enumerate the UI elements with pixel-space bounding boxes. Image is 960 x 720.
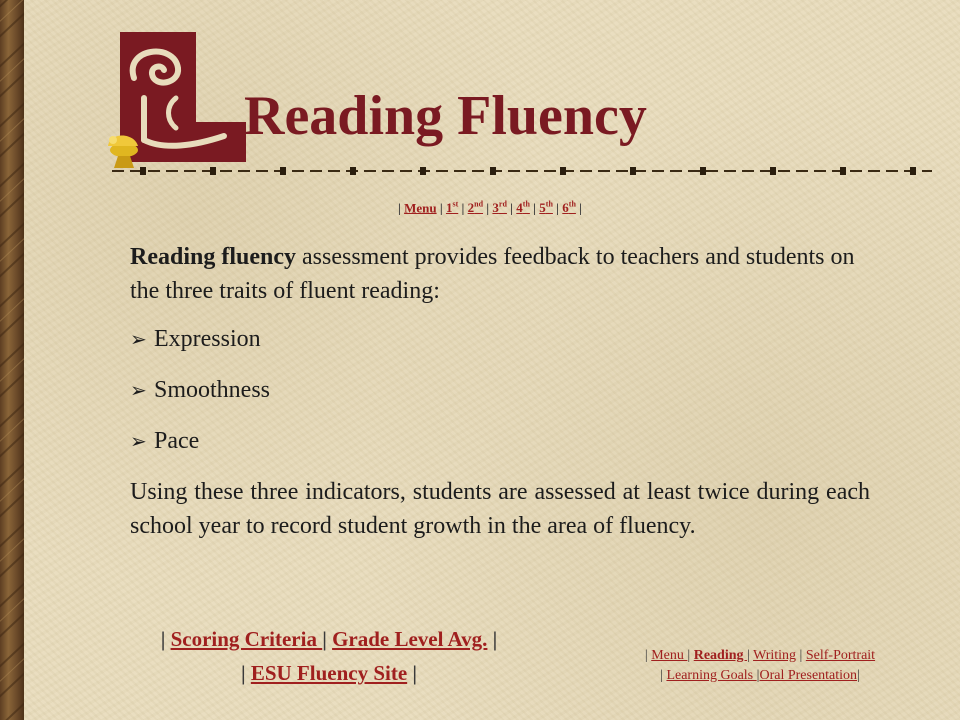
red-block-letter-l-logo — [104, 28, 246, 170]
scoring-criteria-link[interactable]: Scoring Criteria — [170, 627, 323, 651]
decorative-sidebar — [0, 0, 24, 720]
list-item-label: Pace — [154, 428, 200, 454]
portfolio-nav — [590, 646, 930, 686]
nav-link-label: 5 — [539, 200, 546, 216]
arrow-bullet-icon: ➢ — [130, 329, 147, 351]
wood-grain-pattern — [0, 0, 24, 720]
nav-link-suffix: st — [452, 200, 459, 209]
page-title: Reading Fluency — [244, 85, 647, 147]
decorative-divider — [112, 164, 932, 178]
link-separator: | — [747, 648, 754, 663]
nav-link-suffix: th — [545, 200, 553, 209]
grade-level-avg-link[interactable]: Grade Level Avg. — [332, 627, 488, 651]
list-item — [130, 373, 870, 408]
nav-separator: | — [483, 200, 493, 216]
nav-link-5th[interactable] — [539, 200, 553, 215]
link-separator: | — [796, 648, 806, 663]
nav-link-suffix: nd — [474, 200, 484, 209]
list-item-label: Expression — [154, 326, 261, 352]
esu-fluency-site-link[interactable]: ESU Fluency Site — [250, 661, 408, 685]
link-separator: | — [487, 627, 498, 651]
nav-link-suffix: th — [568, 200, 576, 209]
link-separator: | — [407, 661, 418, 685]
link-separator: | — [857, 668, 860, 683]
arrow-bullet-icon: ➢ — [130, 380, 147, 402]
list-item-label: Smoothness — [154, 377, 271, 403]
logo — [104, 28, 246, 170]
reading-link[interactable]: Reading — [693, 648, 747, 663]
nav-link-label: 6 — [562, 200, 569, 216]
learning-goals-link[interactable]: Learning Goals — [666, 668, 757, 683]
nav-separator: | — [552, 200, 563, 216]
intro-bold-term: Reading fluency — [130, 244, 297, 270]
self-portrait-link[interactable]: Self-Portrait — [805, 648, 876, 663]
nav-link-menu[interactable]: Menu — [404, 200, 437, 216]
nav-link-label: 4 — [516, 200, 523, 216]
main-content — [130, 240, 870, 543]
nav-separator: | — [529, 200, 540, 216]
link-separator: | — [644, 648, 652, 663]
nav-separator: | — [458, 200, 468, 216]
writing-link[interactable]: Writing — [753, 648, 797, 663]
menu-link[interactable]: Menu — [651, 648, 688, 663]
nav-link-2nd[interactable] — [468, 200, 483, 215]
link-separator: | — [322, 627, 333, 651]
nav-link-6th[interactable] — [562, 200, 576, 215]
nav-link-suffix: rd — [498, 200, 507, 209]
nav-separator: | — [575, 200, 583, 216]
list-item — [130, 322, 870, 357]
outro-paragraph: Using these three indicators, students are assessed at least twice during each school year to record student growth in the area of fluency. — [130, 479, 870, 539]
nav-link-label: 3 — [492, 200, 499, 216]
intro-paragraph — [130, 240, 870, 308]
arrow-bullet-icon: ➢ — [130, 431, 147, 453]
nav-separator: | — [436, 200, 446, 216]
resource-links — [92, 622, 566, 690]
list-item — [130, 424, 870, 459]
traits-list — [130, 322, 870, 459]
nav-link-3rd[interactable] — [492, 200, 507, 215]
link-separator: | — [660, 668, 667, 683]
nav-separator: | — [397, 200, 405, 216]
link-separator: | — [240, 661, 251, 685]
nav-link-label: 1 — [445, 200, 453, 216]
nav-link-label: 2 — [467, 200, 475, 216]
link-separator: | — [756, 668, 760, 683]
nav-link-4th[interactable] — [516, 200, 530, 215]
nav-separator: | — [506, 200, 517, 216]
link-separator: | — [160, 627, 171, 651]
grade-nav — [0, 200, 960, 216]
nav-link-suffix: th — [522, 200, 530, 209]
link-separator: | — [687, 648, 694, 663]
oral-presentation-link[interactable]: Oral Presentation — [759, 668, 858, 683]
nav-link-1st[interactable] — [446, 200, 458, 215]
intro-text: assessment provides feedback to teachers and students on the three traits of fluent reading: — [130, 244, 855, 304]
